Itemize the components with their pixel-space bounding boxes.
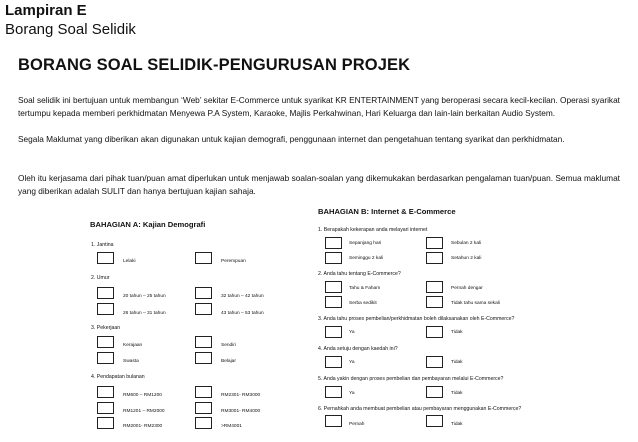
section-a-title: BAHAGIAN A: Kajian Demografi: [90, 220, 206, 229]
intro-paragraph: Oleh itu kerjasama dari pihak tuan/puan amat diperlukan untuk menjawab soalan-soalan yang dikemukakan berdasarkan pengalaman tuan/puan. Semua maklumat yang diberikan adalah SULIT dan hanya bertujuan kajian sahaja.: [18, 173, 620, 196]
option-label: 43 tahun – 53 tahun: [221, 311, 264, 316]
checkbox[interactable]: [325, 326, 342, 338]
question-label: 4. Anda setuju dengan kaedah ini?: [318, 346, 398, 352]
option-label: RM3001- RM4000: [221, 409, 261, 414]
option-label: Sebulan 2 kali: [451, 241, 482, 246]
checkbox[interactable]: [97, 352, 114, 364]
checkbox[interactable]: [97, 402, 114, 414]
option-label: Tidak: [451, 360, 463, 365]
checkbox[interactable]: [426, 386, 443, 398]
appendix-label: Lampiran E: [5, 2, 87, 19]
option-label: Tidak tahu sama sekali: [451, 301, 500, 306]
checkbox[interactable]: [195, 402, 212, 414]
checkbox[interactable]: [426, 281, 443, 293]
appendix-title: Borang Soal Selidik: [5, 21, 136, 38]
checkbox[interactable]: [97, 303, 114, 315]
checkbox[interactable]: [195, 303, 212, 315]
option-label: Kerajaan: [123, 343, 143, 348]
checkbox[interactable]: [195, 386, 212, 398]
option-label: Belajar: [221, 359, 236, 364]
checkbox[interactable]: [325, 237, 342, 249]
question-label: 1. Jantina: [91, 242, 114, 248]
option-label: RM1201 – RM2000: [123, 409, 165, 414]
option-label: Lelaki: [123, 259, 136, 264]
intro-paragraph: Soal selidik ini bertujuan untuk membangun ‘Web’ sekitar E-Commerce untuk syarikat KR ENTERTAINMENT yang beroperasi secara kecil-kecilan. Operasi syarikat tertumpu kepada memberi perkhidmatan Menyewa P.A System, Karaoke, Majlis Perkahwinan, Hari Keluarga dan lain-lain berkaitan Audio System.: [18, 95, 620, 118]
question-label: 3. Pekerjaan: [91, 325, 121, 331]
question-label: 4. Pendapatan bulanan: [91, 374, 145, 380]
option-label: Pernah: [349, 422, 365, 427]
checkbox[interactable]: [426, 415, 443, 427]
checkbox[interactable]: [325, 252, 342, 264]
question-label: 6. Pernahkah anda membuat pembelian atau pembayaran menggunakan E-Commerce?: [318, 406, 522, 412]
checkbox[interactable]: [325, 356, 342, 368]
form-title: BORANG SOAL SELIDIK-PENGURUSAN PROJEK: [18, 56, 411, 74]
option-label: Ya: [349, 360, 355, 365]
option-label: Tidak: [451, 330, 463, 335]
intro-paragraph: Segala Maklumat yang diberikan akan digunakan untuk kajian demografi, penggunaan internet dan pengetahuan tentang syarikat dan perkhidmatan.: [18, 134, 565, 144]
option-label: Sendiri: [221, 343, 236, 348]
option-label: Swasta: [123, 359, 139, 364]
option-label: 32 tahun – 42 tahun: [221, 294, 264, 299]
option-label: RM600 – RM1200: [123, 393, 162, 398]
question-label: 2. Umur: [91, 275, 110, 281]
checkbox[interactable]: [195, 336, 212, 348]
option-label: Serba sedikit: [349, 301, 377, 306]
checkbox[interactable]: [195, 252, 212, 264]
option-label: Tidak: [451, 422, 463, 427]
checkbox[interactable]: [426, 252, 443, 264]
option-label: Ya: [349, 391, 355, 396]
checkbox[interactable]: [325, 415, 342, 427]
option-label: Tahu & Faham: [349, 286, 381, 291]
checkbox[interactable]: [97, 386, 114, 398]
option-label: Seminggu 2 kali: [349, 256, 384, 261]
question-label: 3. Anda tahu proses pembelian/perkhidmatan boleh dilaksanakan oleh E-Commerce?: [318, 316, 515, 322]
option-label: 20 tahun – 25 tahun: [123, 294, 166, 299]
checkbox[interactable]: [97, 336, 114, 348]
checkbox[interactable]: [97, 417, 114, 429]
option-label: 26 tahun – 31 tahun: [123, 311, 166, 316]
checkbox[interactable]: [426, 296, 443, 308]
option-label: RM2001- RM2300: [123, 424, 163, 429]
option-label: Ya: [349, 330, 355, 335]
option-label: Tidak: [451, 391, 463, 396]
checkbox[interactable]: [426, 356, 443, 368]
option-label: >RM4001: [221, 424, 242, 429]
checkbox[interactable]: [325, 386, 342, 398]
checkbox[interactable]: [195, 352, 212, 364]
option-label: Perempuan: [221, 259, 246, 264]
checkbox[interactable]: [195, 287, 212, 299]
option-label: Pernah dengar: [451, 286, 483, 291]
checkbox[interactable]: [97, 287, 114, 299]
checkbox[interactable]: [325, 281, 342, 293]
section-b-title: BAHAGIAN B: Internet & E-Commerce: [318, 207, 456, 216]
checkbox[interactable]: [97, 252, 114, 264]
option-label: Setahun 2 kali: [451, 256, 482, 261]
checkbox[interactable]: [426, 326, 443, 338]
checkbox[interactable]: [426, 237, 443, 249]
question-label: 2. Anda tahu tentang E-Commerce?: [318, 271, 401, 277]
checkbox[interactable]: [195, 417, 212, 429]
option-label: Sepanjang hari: [349, 241, 382, 246]
question-label: 1. Berapakah kekerapan anda melayari internet: [318, 227, 428, 233]
question-label: 5. Anda yakin dengan proses pembelian dan pembayaran melalui E-Commerce?: [318, 376, 504, 382]
option-label: RM2301- RM3000: [221, 393, 261, 398]
checkbox[interactable]: [325, 296, 342, 308]
